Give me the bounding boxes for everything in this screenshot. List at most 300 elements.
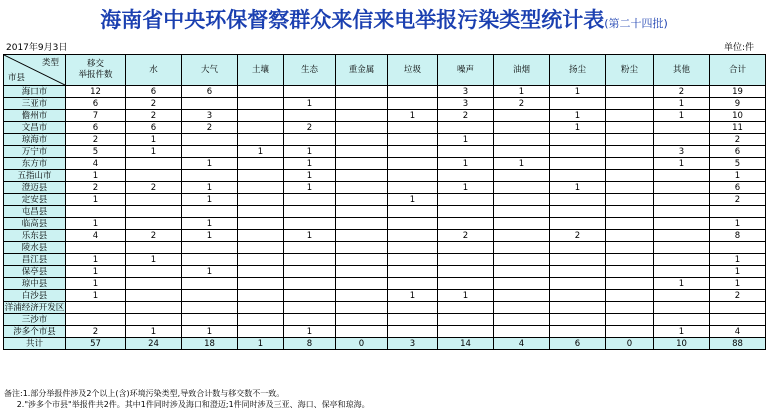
value-cell [494,302,550,314]
note-line: 2."涉多个市县"举报件共2件。其中1件同时涉及海口和澄迈;1件同时涉及三亚、海口、保亭和琼海。 [4,400,370,409]
value-cell [654,134,710,146]
value-cell: 4 [710,326,766,338]
column-header: 垃圾 [388,55,438,86]
value-cell [388,86,438,98]
value-cell [438,314,494,326]
value-cell [388,122,438,134]
value-cell [388,98,438,110]
value-cell [336,326,388,338]
table-row [4,122,766,134]
value-cell [606,194,654,206]
value-cell [494,326,550,338]
value-cell [606,278,654,290]
value-cell: 2 [126,230,182,242]
value-cell [550,134,606,146]
value-cell [654,314,710,326]
value-cell: 14 [438,338,494,350]
value-cell [238,302,284,314]
value-cell [66,314,126,326]
value-cell: 1 [550,110,606,122]
value-cell [654,194,710,206]
value-cell [126,314,182,326]
value-cell [388,326,438,338]
value-cell: 1 [126,146,182,158]
column-header: 合计 [710,55,766,86]
value-cell: 3 [438,98,494,110]
notes [4,388,370,410]
value-cell: 3 [182,110,238,122]
value-cell [182,314,238,326]
table-row [4,158,766,170]
title-main: 海南省中央环保督察群众来信来电举报污染类型统计表 [100,7,605,32]
value-cell [238,110,284,122]
value-cell: 1 [66,278,126,290]
value-cell: 1 [182,266,238,278]
value-cell: 6 [126,86,182,98]
value-cell [606,314,654,326]
value-cell: 3 [438,86,494,98]
value-cell: 1 [550,122,606,134]
value-cell: 2 [126,110,182,122]
value-cell [606,86,654,98]
value-cell [654,182,710,194]
table-body [4,86,766,350]
value-cell [494,266,550,278]
value-cell: 1 [710,266,766,278]
value-cell [606,326,654,338]
value-cell: 8 [284,338,336,350]
value-cell [494,134,550,146]
value-cell [438,266,494,278]
value-cell: 6 [182,86,238,98]
value-cell [654,206,710,218]
value-cell: 2 [66,182,126,194]
city-cell: 万宁市 [4,146,66,158]
value-cell: 1 [66,194,126,206]
value-cell [388,266,438,278]
value-cell [654,170,710,182]
value-cell [126,194,182,206]
city-cell: 临高县 [4,218,66,230]
value-cell: 2 [494,98,550,110]
value-cell [238,290,284,302]
value-cell [710,242,766,254]
value-cell: 1 [182,230,238,242]
table-row [4,134,766,146]
value-cell [284,134,336,146]
value-cell: 5 [66,146,126,158]
value-cell: 57 [66,338,126,350]
value-cell [238,86,284,98]
value-cell [606,266,654,278]
table-row [4,146,766,158]
value-cell [182,278,238,290]
city-cell: 琼海市 [4,134,66,146]
city-cell: 共计 [4,338,66,350]
value-cell [606,290,654,302]
value-cell [550,146,606,158]
value-cell: 1 [710,218,766,230]
value-cell [182,242,238,254]
value-cell [550,326,606,338]
value-cell: 18 [182,338,238,350]
value-cell [654,266,710,278]
value-cell [494,182,550,194]
value-cell: 11 [710,122,766,134]
value-cell [284,278,336,290]
value-cell [336,194,388,206]
value-cell [126,266,182,278]
value-cell: 3 [654,146,710,158]
value-cell: 2 [710,134,766,146]
value-cell [284,290,336,302]
city-cell: 白沙县 [4,290,66,302]
value-cell [66,242,126,254]
value-cell [336,290,388,302]
value-cell [494,254,550,266]
value-cell [710,206,766,218]
value-cell [388,170,438,182]
value-cell: 1 [66,254,126,266]
value-cell: 1 [438,158,494,170]
value-cell: 1 [284,182,336,194]
value-cell [238,242,284,254]
value-cell [606,230,654,242]
value-cell [494,278,550,290]
value-cell [126,158,182,170]
value-cell: 4 [66,230,126,242]
value-cell [388,206,438,218]
value-cell [388,158,438,170]
value-cell [388,134,438,146]
value-cell [284,218,336,230]
value-cell [336,110,388,122]
value-cell: 6 [66,122,126,134]
value-cell [606,254,654,266]
table-row [4,230,766,242]
value-cell: 6 [710,182,766,194]
value-cell [284,266,336,278]
city-cell: 昌江县 [4,254,66,266]
value-cell [494,242,550,254]
table-row [4,314,766,326]
value-cell: 10 [710,110,766,122]
value-cell [238,326,284,338]
value-cell [654,122,710,134]
value-cell [710,314,766,326]
value-cell: 6 [126,122,182,134]
value-cell [654,242,710,254]
column-header: 土壤 [238,55,284,86]
value-cell [238,194,284,206]
value-cell [336,230,388,242]
value-cell [182,98,238,110]
value-cell [126,290,182,302]
value-cell [550,278,606,290]
value-cell [238,134,284,146]
value-cell: 1 [654,158,710,170]
value-cell [550,266,606,278]
value-cell [494,110,550,122]
value-cell: 1 [388,194,438,206]
value-cell [438,170,494,182]
value-cell [388,182,438,194]
value-cell [126,170,182,182]
table-row [4,290,766,302]
table-row [4,266,766,278]
value-cell: 1 [438,182,494,194]
value-cell [284,314,336,326]
value-cell [606,242,654,254]
corner-type-label: 类型 [41,58,59,68]
value-cell: 1 [654,110,710,122]
value-cell: 1 [182,218,238,230]
column-header: 其他 [654,55,710,86]
city-cell: 三沙市 [4,314,66,326]
value-cell: 6 [66,98,126,110]
value-cell [238,278,284,290]
value-cell [126,206,182,218]
value-cell: 1 [494,158,550,170]
value-cell [238,266,284,278]
value-cell [606,122,654,134]
value-cell [336,158,388,170]
value-cell [438,194,494,206]
city-cell: 定安县 [4,194,66,206]
value-cell [438,326,494,338]
value-cell [550,218,606,230]
value-cell [438,242,494,254]
city-cell: 海口市 [4,86,66,98]
value-cell [182,302,238,314]
value-cell [550,314,606,326]
value-cell [438,122,494,134]
column-header: 大气 [182,55,238,86]
table-row [4,254,766,266]
value-cell [438,254,494,266]
city-cell: 涉多个市县 [4,326,66,338]
value-cell: 1 [654,326,710,338]
value-cell [606,146,654,158]
value-cell [550,254,606,266]
value-cell [438,278,494,290]
value-cell: 6 [710,146,766,158]
value-cell [336,182,388,194]
value-cell [550,158,606,170]
value-cell: 1 [182,194,238,206]
city-cell: 五指山市 [4,170,66,182]
value-cell [238,254,284,266]
value-cell [606,134,654,146]
value-cell: 1 [494,86,550,98]
value-cell: 1 [182,158,238,170]
value-cell: 7 [66,110,126,122]
value-cell [182,254,238,266]
value-cell: 1 [710,278,766,290]
value-cell [388,302,438,314]
value-cell [494,170,550,182]
corner-city-label: 市县 [8,73,26,83]
city-cell: 东方市 [4,158,66,170]
value-cell [126,302,182,314]
value-cell [438,302,494,314]
value-cell: 4 [494,338,550,350]
total-row [4,338,766,350]
column-header: 油烟 [494,55,550,86]
value-cell: 1 [126,254,182,266]
value-cell: 2 [654,86,710,98]
value-cell: 5 [710,158,766,170]
statistics-table [3,54,766,350]
value-cell [336,206,388,218]
value-cell: 1 [438,134,494,146]
value-cell [238,170,284,182]
value-cell: 1 [550,86,606,98]
value-cell [336,218,388,230]
value-cell: 1 [284,230,336,242]
value-cell: 8 [710,230,766,242]
value-cell: 10 [654,338,710,350]
value-cell: 88 [710,338,766,350]
value-cell [284,86,336,98]
city-cell: 洋浦经济开发区 [4,302,65,313]
column-header: 生态 [284,55,336,86]
value-cell [654,290,710,302]
table-row [4,302,766,314]
value-cell [438,218,494,230]
value-cell: 1 [238,338,284,350]
value-cell [336,98,388,110]
value-cell [284,254,336,266]
value-cell: 2 [126,98,182,110]
value-cell [606,182,654,194]
table-row [4,278,766,290]
page-title [0,4,768,34]
value-cell: 1 [284,326,336,338]
value-cell [284,302,336,314]
value-cell: 1 [284,98,336,110]
value-cell [606,110,654,122]
value-cell [494,230,550,242]
value-cell [550,206,606,218]
value-cell [606,98,654,110]
title-batch: (第二十四批) [604,17,668,30]
city-cell: 澄迈县 [4,182,66,194]
value-cell [238,206,284,218]
value-cell [336,302,388,314]
value-cell [182,206,238,218]
value-cell [710,302,766,314]
value-cell [550,194,606,206]
value-cell: 1 [66,218,126,230]
value-cell [238,122,284,134]
value-cell [182,290,238,302]
city-cell: 陵水县 [4,242,66,254]
value-cell: 1 [388,290,438,302]
value-cell: 1 [284,170,336,182]
value-cell [606,206,654,218]
value-cell: 2 [66,134,126,146]
value-cell: 24 [126,338,182,350]
value-cell [284,242,336,254]
value-cell: 2 [550,230,606,242]
value-cell: 1 [388,110,438,122]
value-cell [126,218,182,230]
value-cell: 1 [284,146,336,158]
value-cell [388,314,438,326]
value-cell: 9 [710,98,766,110]
value-cell [238,314,284,326]
value-cell: 1 [66,170,126,182]
value-cell [494,314,550,326]
value-cell [494,206,550,218]
value-cell [494,218,550,230]
value-cell: 0 [336,338,388,350]
city-cell: 保亭县 [4,266,66,278]
table-row [4,242,766,254]
value-cell [494,146,550,158]
report-date: 2017年9月3日 [6,43,68,53]
value-cell: 2 [284,122,336,134]
city-cell: 儋州市 [4,110,66,122]
city-cell: 乐东县 [4,230,66,242]
column-header: 水 [126,55,182,86]
value-cell: 1 [284,158,336,170]
value-cell: 2 [66,326,126,338]
column-header: 扬尘 [550,55,606,86]
value-cell [238,98,284,110]
value-cell: 1 [438,290,494,302]
value-cell [438,146,494,158]
value-cell [654,302,710,314]
table-row [4,98,766,110]
value-cell: 0 [606,338,654,350]
value-cell: 12 [66,86,126,98]
table-row [4,206,766,218]
value-cell [388,278,438,290]
value-cell [336,86,388,98]
table-row [4,182,766,194]
value-cell [284,206,336,218]
value-cell [388,146,438,158]
value-cell [654,218,710,230]
value-cell [550,242,606,254]
value-cell [66,206,126,218]
value-cell: 1 [126,134,182,146]
unit-label: 单位:件 [723,43,754,53]
value-cell [550,290,606,302]
column-header: 移交 举报件数 [66,55,126,86]
value-cell: 19 [710,86,766,98]
value-cell [336,278,388,290]
header-row [4,55,766,86]
city-cell: 琼中县 [4,278,66,290]
value-cell [238,230,284,242]
value-cell [336,134,388,146]
value-cell: 1 [550,182,606,194]
city-cell: 文昌市 [4,122,66,134]
table-row [4,170,766,182]
value-cell: 1 [66,266,126,278]
value-cell [238,182,284,194]
value-cell [606,218,654,230]
value-cell [66,302,126,314]
value-cell [336,122,388,134]
value-cell [388,242,438,254]
column-header: 重金属 [336,55,388,86]
column-header: 噪声 [438,55,494,86]
table-row [4,326,766,338]
